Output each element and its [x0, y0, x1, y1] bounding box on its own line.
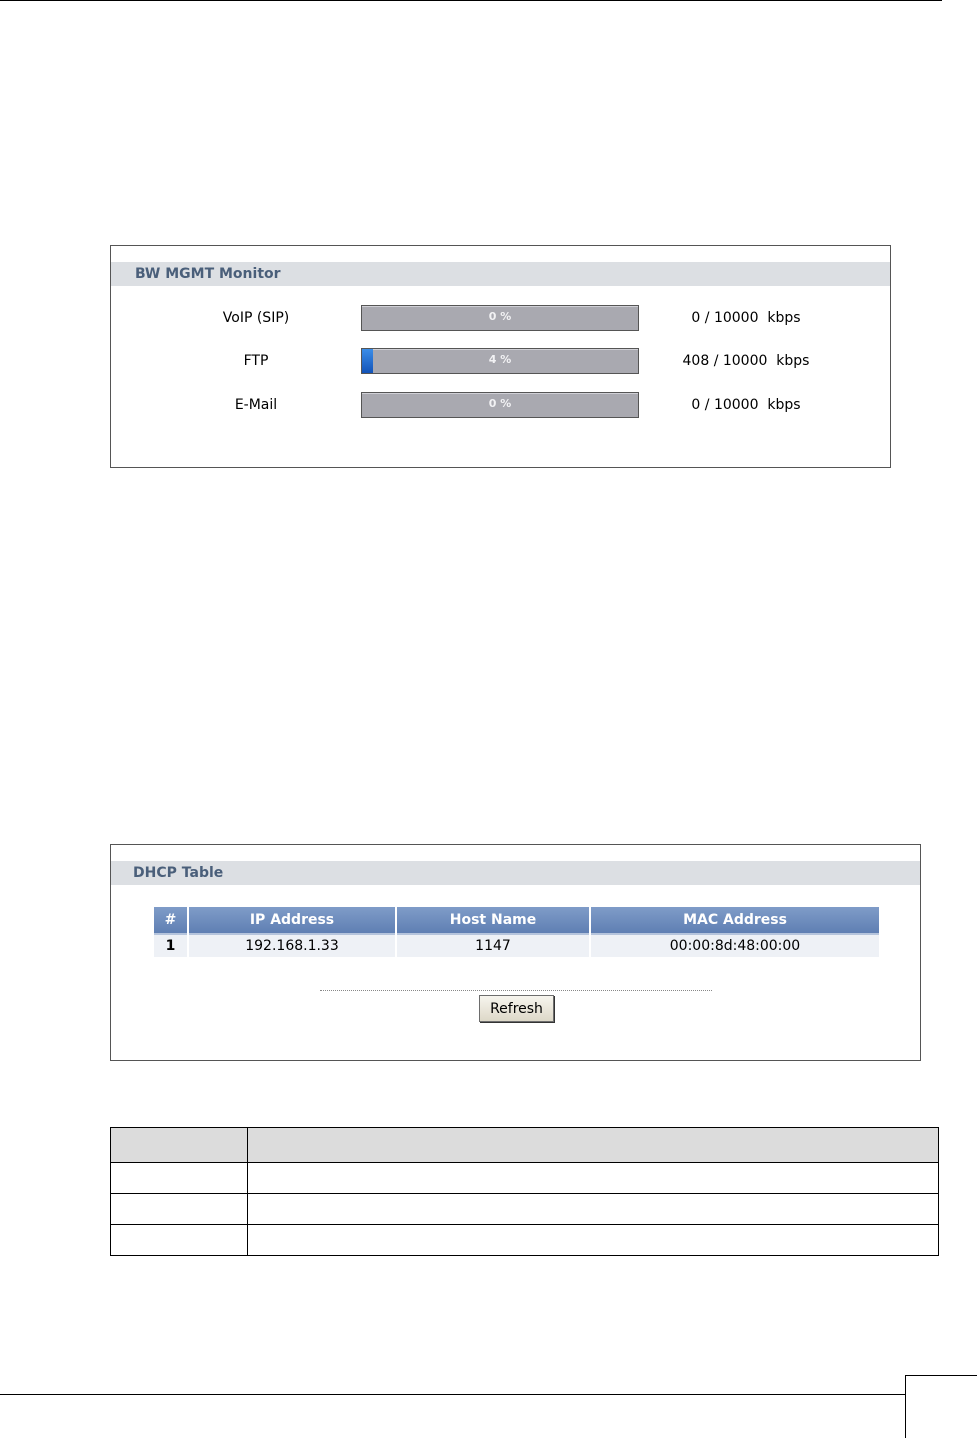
- dhcp-col-mac: MAC Address: [591, 907, 879, 935]
- reference-cell: [248, 1194, 939, 1225]
- bw-value-text: 408 / 10000 kbps: [682, 353, 810, 369]
- bw-progress-bar: [361, 305, 639, 331]
- divider: [320, 990, 712, 991]
- dhcp-cell-index: 1: [154, 935, 187, 957]
- dhcp-cell-host: 1147: [397, 935, 589, 957]
- bw-progress-bar: [361, 392, 639, 418]
- dhcp-col-ip: IP Address: [189, 907, 395, 935]
- top-rule: [0, 0, 942, 1]
- bw-row-email: [111, 391, 890, 419]
- table-row: [154, 935, 879, 957]
- refresh-button[interactable]: Refresh: [479, 995, 554, 1022]
- dhcp-cell-ip: 192.168.1.33: [189, 935, 395, 957]
- reference-cell: [111, 1194, 248, 1225]
- dhcp-cell-mac: 00:00:8d:48:00:00: [591, 935, 879, 957]
- bw-percent-text: 0 %: [488, 310, 512, 323]
- table-row: [111, 1163, 939, 1194]
- dhcp-col-index: #: [154, 907, 187, 935]
- bw-monitor-title: BW MGMT Monitor: [111, 262, 890, 286]
- dhcp-table-title: DHCP Table: [111, 861, 920, 885]
- bw-row-label: E-Mail: [234, 397, 278, 413]
- bw-progress-bar: [361, 348, 639, 374]
- bw-value-text: 0 / 10000 kbps: [691, 310, 801, 326]
- reference-table: [110, 1127, 939, 1256]
- dhcp-col-host: Host Name: [397, 907, 589, 935]
- reference-header-cell: [111, 1128, 248, 1163]
- dhcp-table: [152, 907, 881, 957]
- reference-header-cell: [248, 1128, 939, 1163]
- dhcp-table-panel: [110, 844, 921, 1061]
- table-row: [111, 1194, 939, 1225]
- bw-mgmt-monitor-panel: [110, 245, 891, 468]
- reference-cell: [248, 1163, 939, 1194]
- bw-row-label: FTP: [243, 353, 269, 369]
- page-number-box: [905, 1375, 977, 1438]
- table-row: [111, 1225, 939, 1256]
- dhcp-header-row: [154, 907, 879, 935]
- reference-table-header: [111, 1128, 939, 1163]
- footer-rule: [0, 1394, 905, 1395]
- reference-cell: [111, 1163, 248, 1194]
- bw-row-label: VoIP (SIP): [222, 310, 290, 326]
- bw-value-text: 0 / 10000 kbps: [691, 397, 801, 413]
- reference-cell: [248, 1225, 939, 1256]
- bw-percent-text: 4 %: [488, 353, 512, 366]
- bw-row-ftp: [111, 347, 890, 375]
- reference-cell: [111, 1225, 248, 1256]
- bw-percent-text: 0 %: [488, 397, 512, 410]
- bw-row-voip: [111, 304, 890, 332]
